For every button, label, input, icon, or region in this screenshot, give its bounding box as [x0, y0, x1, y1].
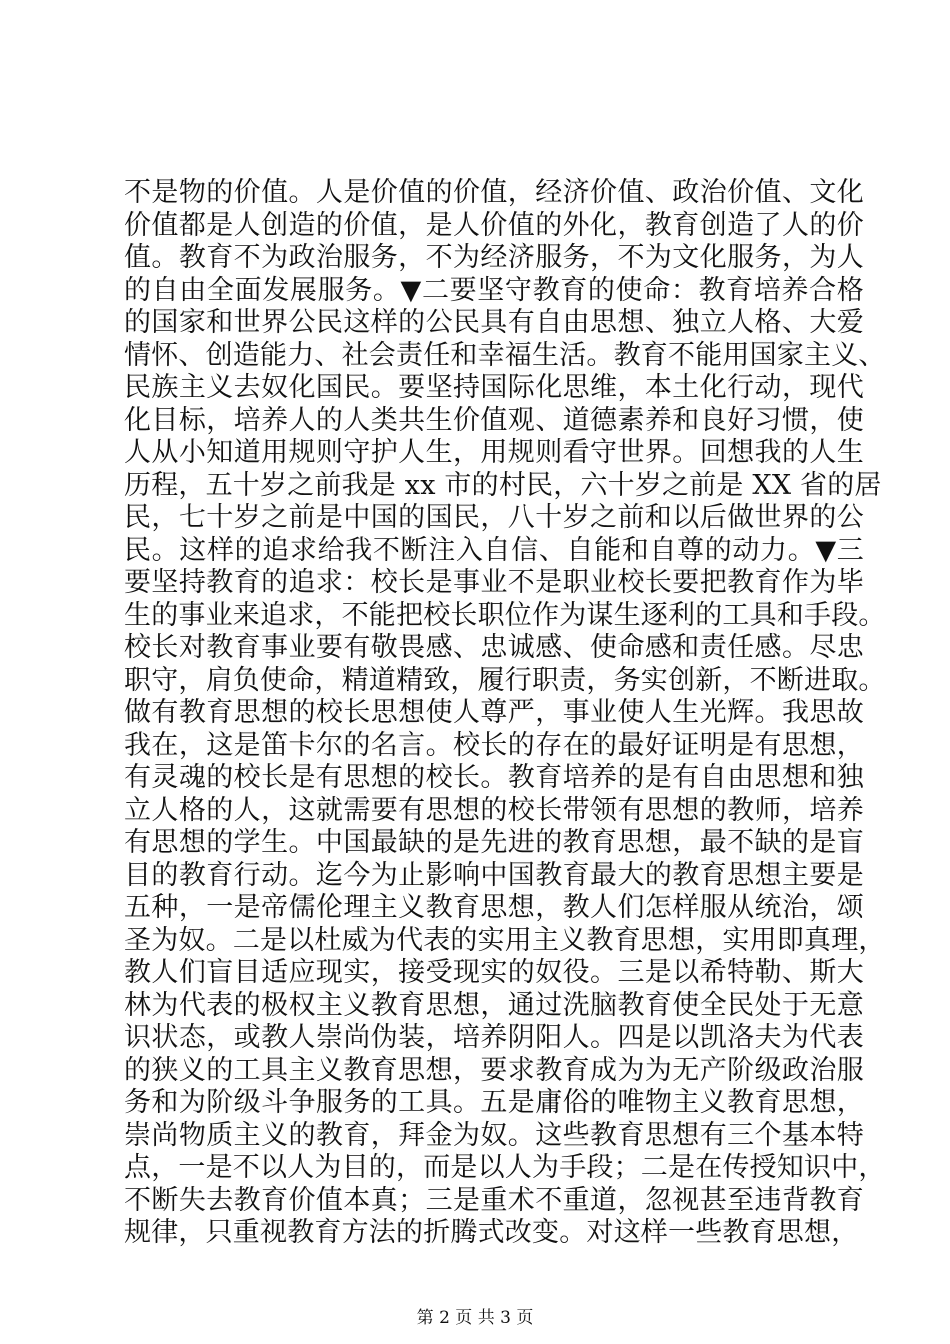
text-line: 不是物的价值。人是价值的价值，经济价值、政治价值、文化 — [124, 177, 864, 208]
text-line: 崇尚物质主义的教育，拜金为奴。这些教育思想有三个基本特 — [124, 1119, 864, 1151]
text-line: 立人格的人，这就需要有思想的校长带领有思想的教师，培养 — [124, 794, 864, 826]
text-line: 我在，这是笛卡尔的名言。校长的存在的最好证明是有思想， — [124, 729, 864, 761]
text-line: 有思想的学生。中国最缺的是先进的教育思想，最不缺的是盲 — [124, 827, 864, 858]
text-line: 民，七十岁之前是中国的国民，八十岁之前和以后做世界的公 — [124, 502, 864, 533]
text-line: 职守，肩负使命，精道精致，履行职责，务实创新，不断进取。 — [124, 664, 886, 696]
text-line: 民。这样的追求给我不断注入自信、自能和自尊的动力。▼三 — [124, 534, 864, 566]
text-line: 目的教育行动。迄今为止影响中国教育最大的教育思想主要是 — [124, 859, 864, 891]
text-line: 值。教育不为政治服务，不为经济服务，不为文化服务，为人 — [124, 242, 864, 273]
text-line: 的自由全面发展服务。▼二要坚守教育的使命：教育培养合格 — [124, 274, 864, 306]
text-line: 化目标，培养人的人类共生价值观、道德素养和良好习惯，使 — [124, 404, 864, 436]
text-line: 价值都是人创造的价值，是人价值的外化，教育创造了人的价 — [124, 209, 864, 241]
text-line: 不断失去教育价值本真；三是重术不重道，忽视甚至违背教育 — [124, 1184, 864, 1216]
text-line: 要坚持教育的追求：校长是事业不是职业校长要把教育作为毕 — [124, 567, 864, 598]
text-line: 教人们盲目适应现实，接受现实的奴役。三是以希特勒、斯大 — [124, 957, 864, 988]
text-line: 点，一是不以人为目的，而是以人为手段；二是在传授知识中， — [124, 1152, 886, 1183]
text-line: 规律，只重视教育方法的折腾式改变。对这样一些教育思想， — [124, 1217, 859, 1248]
text-line: 做有教育思想的校长思想使人尊严，事业使人生光辉。我思故 — [124, 697, 864, 728]
text-line: 人从小知道用规则守护人生，用规则看守世界。回想我的人生 — [124, 437, 864, 468]
body-text — [124, 177, 886, 1250]
text-line: 历程，五十岁之前我是 xx 市的村民，六十岁之前是 XX 省的居 — [124, 469, 882, 501]
text-line: 的狭义的工具主义教育思想，要求教育成为为无产阶级政治服 — [124, 1054, 864, 1086]
text-line: 林为代表的极权主义教育思想，通过洗脑教育使全民处于无意 — [124, 989, 864, 1021]
text-line: 圣为奴。二是以杜威为代表的实用主义教育思想，实用即真理， — [124, 924, 886, 956]
text-line: 民族主义去奴化国民。要坚持国际化思维，本土化行动，现代 — [124, 372, 864, 403]
text-line: 识状态，或教人崇尚伪装，培养阴阳人。四是以凯洛夫为代表 — [124, 1022, 864, 1053]
text-line: 生的事业来追求，不能把校长职位作为谋生逐利的工具和手段。 — [124, 599, 886, 631]
text-line: 的国家和世界公民这样的公民具有自由思想、独立人格、大爱 — [124, 307, 864, 338]
text-line: 校长对教育事业要有敬畏感、忠诚感、使命感和责任感。尽忠 — [124, 632, 864, 663]
text-line: 情怀、创造能力、社会责任和幸福生活。教育不能用国家主义、 — [124, 339, 886, 371]
text-line: 有灵魂的校长是有思想的校长。教育培养的是有自由思想和独 — [124, 762, 864, 793]
text-line: 务和为阶级斗争服务的工具。五是庸俗的唯物主义教育思想， — [124, 1087, 864, 1118]
page-footer: 第 2 页 共 3 页 — [416, 1308, 534, 1328]
text-line: 五种，一是帝儒伦理主义教育思想，教人们怎样服从统治，颂 — [124, 892, 864, 923]
